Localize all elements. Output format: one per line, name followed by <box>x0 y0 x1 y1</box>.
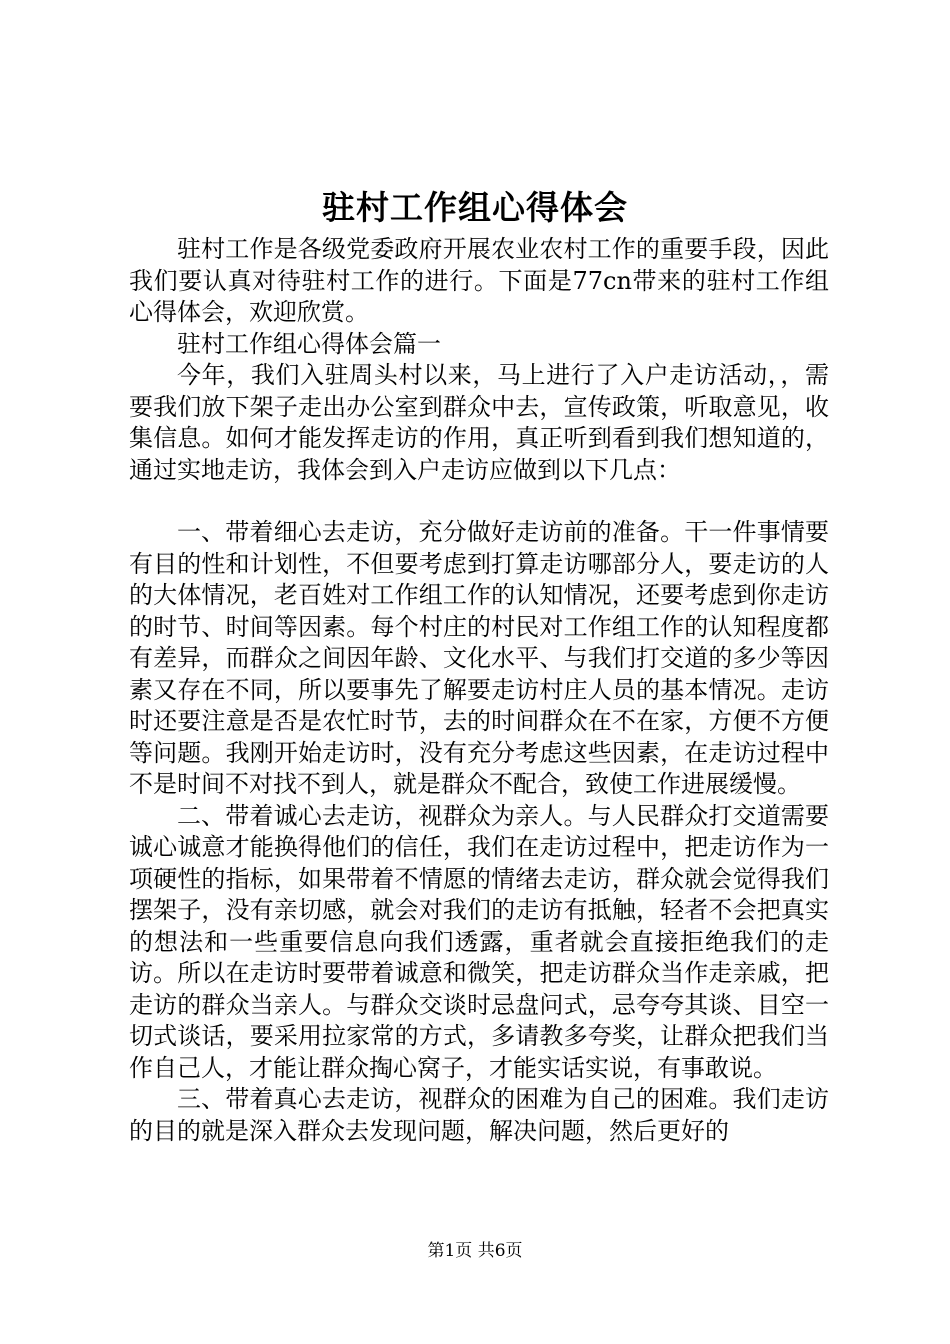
document-body <box>129 234 829 1147</box>
paragraph: 三、带着真心去走访，视群众的困难为自己的困难。我们走访的目的就是深入群众去发现问题，解决问题，然后更好的 <box>129 1085 829 1145</box>
section-heading: 驻村工作组心得体会篇一 <box>177 329 441 358</box>
document-title: 驻村工作组心得体会 <box>322 188 628 227</box>
paragraph: 今年，我们入驻周头村以来，马上进行了入户走访活动，，需要我们放下架子走出办公室到群众中去，宣传政策，听取意见，收集信息。如何才能发挥走访的作用，真正听到看到我们想知道的，通过实地走访，我体会到入户走访应做到以下几点： <box>129 361 829 484</box>
paragraph: 二、带着诚心去走访，视群众为亲人。与人民群众打交道需要诚心诚意才能换得他们的信任，我们在走访过程中，把走访作为一项硬性的指标，如果带着不情愿的情绪去走访，群众就会觉得我们摆架子，没有亲切感，就会对我们的走访有抵触，轻者不会把真实的想法和一些重要信息向我们透露，重者就会直接拒绝我们的走访。所以在走访时要带着诚意和微笑，把走访群众当作走亲戚，把走访的群众当亲人。与群众交谈时忌盘问式，忌夸夸其谈、目空一切式谈话，要采用拉家常的方式，多请教多夸奖，让群众把我们当作自己人，才能让群众掏心窝子，才能实话实说，有事敢说。 <box>129 801 829 1082</box>
paragraph: 一、带着细心去走访，充分做好走访前的准备。干一件事情要有目的性和计划性，不但要考虑到打算走访哪部分人，要走访的人的大体情况，老百姓对工作组工作的认知情况，还要考虑到你走访的时节、时间等因素。每个村庄的村民对工作组工作的认知程度都有差异，而群众之间因年龄、文化水平、与我们打交道的多少等因素又存在不同，所以要事先了解要走访村庄人员的基本情况。走访时还要注意是否是农忙时节，去的时间群众在不在家，方便不方便等问题。我刚开始走访时，没有充分考虑这些因素，在走访过程中不是时间不对找不到人，就是群众不配合，致使工作进展缓慢。 <box>129 518 829 798</box>
page-footer: 第1页 共6页 <box>427 1241 523 1261</box>
paragraph-intro: 驻村工作是各级党委政府开展农业农村工作的重要手段，因此我们要认真对待驻村工作的进行。下面是77cn带来的驻村工作组心得体会，欢迎欣赏。 <box>129 235 829 326</box>
